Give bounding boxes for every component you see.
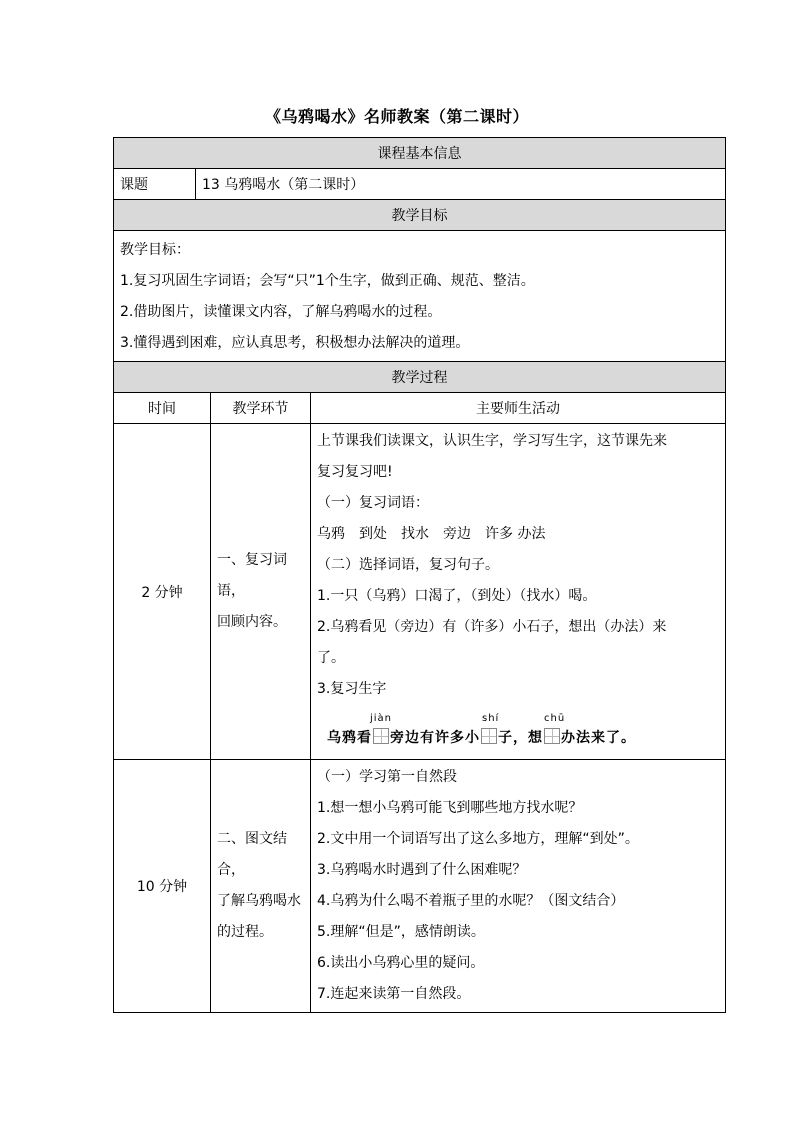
stage-line: 的过程。 — [217, 924, 273, 940]
stage-line: 二、图文结合， — [217, 831, 287, 878]
activity-cell — [311, 424, 726, 760]
sentence-part: 乌鸦看 — [327, 730, 372, 746]
header-time: 时间 — [114, 393, 211, 424]
activity-line: （一）复习词语： — [317, 495, 429, 511]
activity-line: （一）学习第一自然段 — [317, 769, 457, 785]
goals-heading: 教学目标： — [120, 242, 190, 258]
activity-line: 1.想一想小乌鸦可能飞到哪些地方找水呢？ — [317, 800, 583, 816]
activity-line: 1.一只（乌鸦）口渴了，（到处）（找水）喝。 — [317, 588, 597, 604]
header-activity: 主要师生活动 — [311, 393, 726, 424]
goal-item: 2.借助图片，读懂课文内容，了解乌鸦喝水的过程。 — [120, 304, 442, 320]
topic-value: 13 乌鸦喝水（第二课时） — [196, 169, 726, 200]
sentence-part: 办法来了。 — [561, 730, 636, 746]
pinyin-label: chū — [544, 713, 566, 724]
time-cell: 10 分钟 — [114, 760, 211, 1013]
stage-cell — [211, 760, 311, 1013]
writing-grid-box — [370, 713, 393, 744]
topic-label: 课题 — [114, 169, 196, 200]
lesson-plan-table — [113, 137, 726, 1013]
document-title: 《乌鸦喝水》名师教案（第二课时） — [264, 107, 529, 126]
activity-line: 3.乌鸦喝水时遇到了什么困难呢？ — [317, 862, 527, 878]
goal-item: 1.复习巩固生字词语；会写“只”1个生字，做到正确、规范、整洁。 — [120, 273, 535, 289]
goal-item: 3.懂得遇到困难，应认真思考，积极想办法解决的道理。 — [120, 335, 470, 351]
activity-line: 3.复习生字 — [317, 681, 387, 697]
writing-grid-box — [544, 713, 566, 744]
stage-line: 回顾内容。 — [217, 614, 287, 630]
sentence-part: 子，想 — [498, 730, 543, 746]
stage-line: 一、复习词语， — [217, 552, 287, 599]
stage-cell — [211, 424, 311, 760]
activity-cell — [311, 760, 726, 1013]
header-stage: 教学环节 — [211, 393, 311, 424]
pinyin-label: jiàn — [370, 713, 393, 724]
activity-line: 5.理解“但是”，感情朗读。 — [317, 924, 485, 940]
activity-line: 7.连起来读第一自然段。 — [317, 986, 471, 1002]
activity-line: 6.读出小乌鸦心里的疑问。 — [317, 955, 485, 971]
writing-grid-box — [481, 713, 500, 744]
stage-line: 了解乌鸦喝水 — [217, 893, 301, 909]
activity-line: 乌鸦 到处 找水 旁边 许多 办法 — [317, 526, 546, 542]
pinyin-label: shí — [482, 713, 500, 724]
activity-line: （二）选择词语，复习句子。 — [317, 557, 499, 573]
section-process: 教学过程 — [114, 362, 726, 393]
activity-line: 了。 — [317, 650, 345, 666]
section-goals: 教学目标 — [114, 200, 726, 231]
time-cell: 2 分钟 — [114, 424, 211, 760]
activity-line: 复习复习吧! — [317, 464, 393, 480]
activity-line: 2.文中用一个词语写出了这么多地方，理解“到处”。 — [317, 831, 639, 847]
goals-cell — [114, 231, 726, 362]
pinyin-exercise — [317, 705, 719, 757]
table-row — [114, 424, 726, 760]
activity-line: 上节课我们读课文，认识生字，学习写生字，这节课先来 — [317, 433, 667, 449]
sentence-part: 旁边有许多小 — [390, 730, 480, 746]
pinyin-sentence — [327, 713, 636, 747]
activity-line: 4.乌鸦为什么喝不着瓶子里的水呢？（图文结合） — [317, 893, 625, 909]
section-basic-info: 课程基本信息 — [114, 138, 726, 169]
table-row — [114, 760, 726, 1013]
activity-line: 2.乌鸦看见（旁边）有（许多）小石子，想出（办法）来 — [317, 619, 667, 635]
